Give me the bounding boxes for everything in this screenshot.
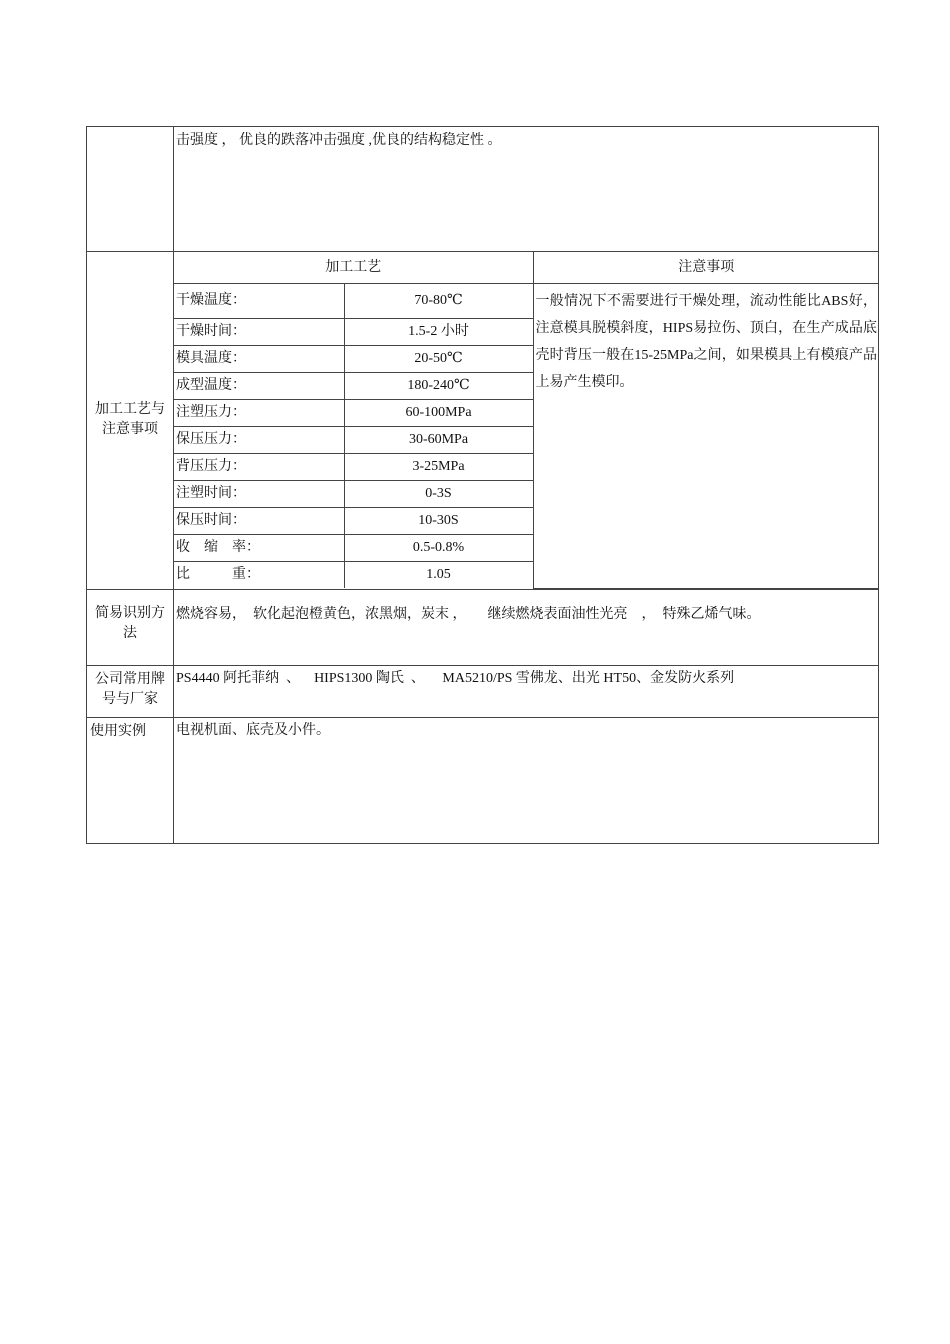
param-value: 180-240℃: [344, 373, 533, 400]
usage-text: 电视机面、底壳及小件。: [176, 722, 330, 738]
usage-label: 使用实例: [87, 717, 174, 843]
processing-table: [174, 252, 879, 589]
processing-row: [87, 252, 879, 590]
process-header: 加工工艺: [174, 252, 533, 284]
param-value: 0-3S: [344, 481, 533, 508]
param-row: [174, 284, 879, 319]
features-text: 击强度 ， 优良的跌落冲击强度 ,优良的结构稳定性 。: [176, 133, 502, 148]
param-name: 比 重：: [174, 562, 344, 589]
param-name: 背压压力：: [174, 454, 344, 481]
notes-text: 一般情况下不需要进行干燥处理，流动性能比ABS好，注意模具脱模斜度，HIPS易拉伤、顶白，在生产成品底壳时背压一般在15-25MPa之间，如果模具上有模痕产品上易产生模印。: [533, 284, 879, 589]
material-spec-table: [86, 126, 879, 844]
param-value: 0.5-0.8%: [344, 535, 533, 562]
param-name: 注塑时间：: [174, 481, 344, 508]
param-value: 1.5-2 小时: [344, 319, 533, 346]
usage-row: [87, 717, 879, 843]
brands-text-cell: [174, 665, 879, 717]
notes-header: 注意事项: [533, 252, 879, 284]
brands-row: [87, 665, 879, 717]
identification-text-cell: [174, 589, 879, 665]
param-value: 20-50℃: [344, 346, 533, 373]
usage-text-cell: [174, 717, 879, 843]
features-label-cell: [87, 127, 174, 252]
identification-text: 燃烧容易， 软化起泡橙黄色，浓黑烟，炭末 ， 继续燃烧表面油性光亮 ， 特殊乙烯气味。: [176, 606, 761, 622]
processing-content-cell: [174, 252, 879, 590]
param-value: 3-25MPa: [344, 454, 533, 481]
identification-label: 简易识别方法: [87, 589, 174, 665]
param-value: 10-30S: [344, 508, 533, 535]
identification-row: [87, 589, 879, 665]
param-name: 模具温度：: [174, 346, 344, 373]
param-value: 1.05: [344, 562, 533, 589]
param-value: 70-80℃: [344, 284, 533, 319]
features-text-cell: [174, 127, 879, 252]
param-name: 收 缩 率：: [174, 535, 344, 562]
param-value: 60-100MPa: [344, 400, 533, 427]
features-row: [87, 127, 879, 252]
param-name: 干燥温度：: [174, 284, 344, 319]
brands-label: 公司常用牌号与厂家: [87, 665, 174, 717]
param-name: 注塑压力：: [174, 400, 344, 427]
processing-label: 加工工艺与注意事项: [87, 252, 174, 590]
param-name: 成型温度：: [174, 373, 344, 400]
brands-text: PS4440 阿托菲纳 、 HIPS1300 陶氏 、 MA5210/PS 雪佛龙、出光 HT50、金发防火系列: [176, 670, 735, 686]
param-name: 干燥时间：: [174, 319, 344, 346]
param-name: 保压时间：: [174, 508, 344, 535]
param-name: 保压压力：: [174, 427, 344, 454]
param-value: 30-60MPa: [344, 427, 533, 454]
